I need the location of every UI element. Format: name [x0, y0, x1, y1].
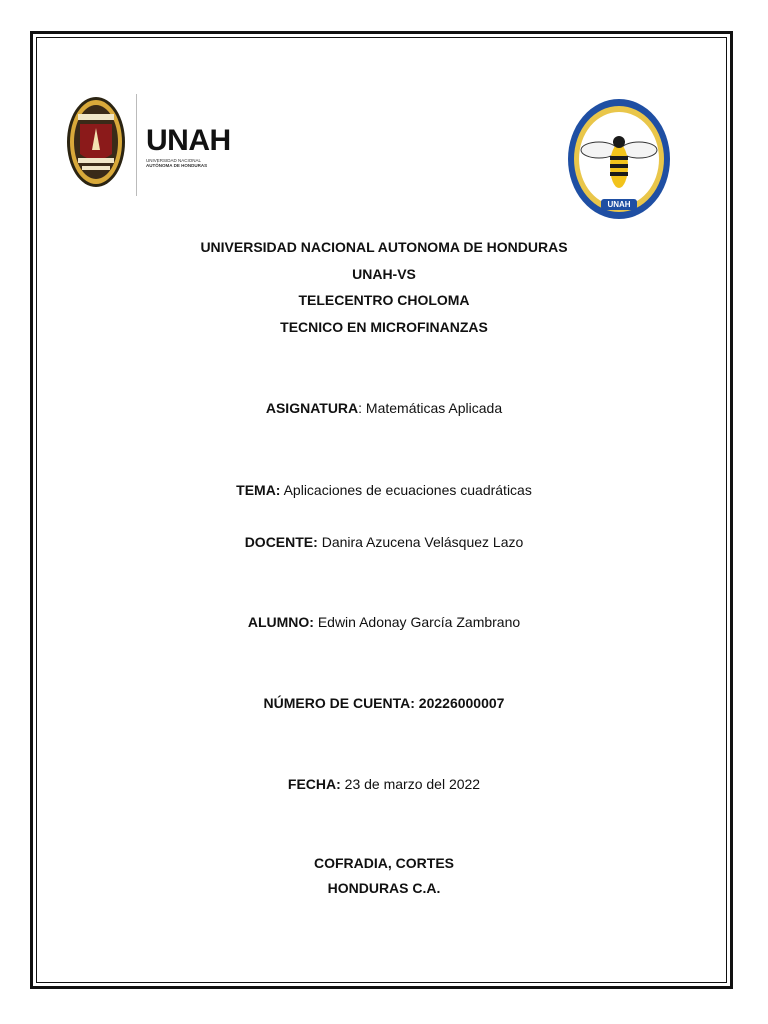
- asignatura-value: : Matemáticas Aplicada: [358, 400, 503, 416]
- logo-divider: [136, 94, 137, 196]
- tema-value: Aplicaciones de ecuaciones cuadráticas: [280, 482, 532, 498]
- footer-city: COFRADIA, CORTES: [314, 855, 454, 871]
- unah-seal-icon: [66, 96, 126, 188]
- tema-line: [0, 482, 768, 498]
- unah-wordmark: UNAH: [146, 124, 231, 157]
- alumno-value: Edwin Adonay García Zambrano: [313, 614, 521, 630]
- numero-de-cuenta: NÚMERO DE CUENTA: 20226000007: [263, 695, 505, 711]
- unah-logo: [66, 94, 236, 198]
- campus-name: UNAH-VS: [352, 266, 416, 282]
- unah-subtitle-line-1: UNIVERSIDAD NACIONAL: [146, 158, 202, 163]
- docente-value: Danira Azucena Velásquez Lazo: [317, 534, 524, 550]
- unah-subtitle: [146, 158, 236, 168]
- docente-label: DOCENTE:: [244, 534, 318, 550]
- alumno-label: ALUMNO:: [247, 614, 314, 630]
- program-name: TECNICO EN MICROFINANZAS: [280, 319, 488, 335]
- center-name: TELECENTRO CHOLOMA: [298, 292, 470, 308]
- university-name: UNIVERSIDAD NACIONAL AUTONOMA DE HONDURAS: [200, 239, 568, 255]
- footer-country: HONDURAS C.A.: [327, 880, 441, 896]
- asignatura-label: ASIGNATURA: [265, 400, 359, 416]
- asignatura-line: [0, 400, 768, 416]
- faculty-badge-label: UNAH: [607, 200, 631, 209]
- docente-line: [0, 534, 768, 550]
- alumno-line: [0, 614, 768, 630]
- tema-label: TEMA:: [236, 482, 281, 498]
- fecha-value: 23 de marzo del 2022: [340, 776, 481, 792]
- fecha-line: [0, 776, 768, 792]
- unah-subtitle-line-2: AUTÓNOMA DE HONDURAS: [146, 163, 208, 168]
- fecha-label: FECHA:: [287, 776, 341, 792]
